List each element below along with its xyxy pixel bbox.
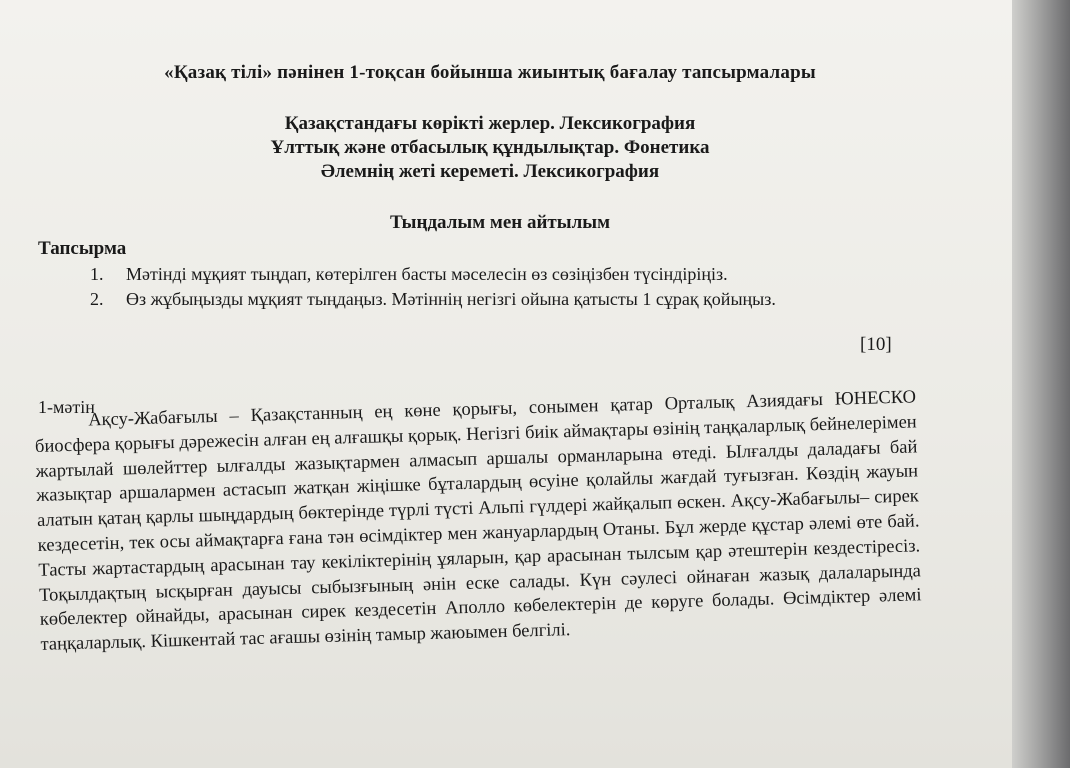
topic-line: Ұлттық және отбасылық құндылықтар. Фонетика — [270, 137, 710, 158]
task-number: 1. — [90, 264, 104, 284]
text-label: 1-мәтін — [38, 397, 95, 417]
document-title: «Қазақ тілі» пәнінен 1-тоқсан бойынша жиынтық бағалау тапсырмалары — [164, 62, 816, 83]
task-text: Өз жұбыңызды мұқият тыңдаңыз. Мәтіннің негізгі ойына қатысты 1 сұрақ қойыңыз. — [126, 289, 776, 309]
task-item — [38, 287, 908, 312]
topic-line: Қазақстандағы көрікті жерлер. Лексикография — [284, 113, 696, 134]
section-title: Тыңдалым мен айтылым — [389, 212, 611, 233]
task-item — [38, 262, 908, 287]
body-paragraph: Ақсу-Жабағылы – Қазақстанның ең көне қорығы, сонымен қатар Орталық Азиядағы ЮНЕСКО биосфера қорығы дәрежесін алған ең алғашқы қорық. Негізгі биік аймақтары өзінің таңқаларлық бейнелерімен жартылай шөлейттер ылғалды жазықтармен алмасып аршалы орманларына өтеді. Ылғалды даладағы бай жазықтар аршалармен астасып жатқан жіңішке бұталардың өсуіне қолайлы жағдай туғызған. Көздің жауын алатын қатаң қарлы шыңдардың бөктерінде түрлі түсті Альпі гүлдері жайқалып өскен. Ақсу-Жабағылы– сирек кездесетін, тек осы аймақтарға ғана тән өсімдіктер мен жануарлардың Отаны. Бұл жерде құстар әлемі өте бай. Тасты жартастардың арасынан тау кекіліктерінің ұяларын, қар арасынан тылсым қар әтештерін кездестіресіз. Тоқылдақтың ысқырған дауысы сыбызғының әнін еске салады. Күн сәулесі ойнаған жазық далаларында көбелектер ойнайды, арасынан сирек кездесетін Аполло көбелектерін де көруге болады. Өсімдіктер әлемі таңқаларлық. Кішкентай тас ағашы өзінің тамыр жаюымен белгілі. — [34, 387, 922, 656]
monitor-bezel — [1012, 0, 1070, 768]
topic-line: Әлемнің жеті кереметі. Лексикография — [320, 161, 660, 182]
task-number: 2. — [90, 289, 104, 309]
task-text: Мәтінді мұқият тыңдап, көтерілген басты мәселесін өз сөзіңізбен түсіндіріңіз. — [126, 264, 728, 284]
topic-list — [20, 112, 960, 184]
task-list — [38, 262, 908, 312]
score-label: [10] — [860, 334, 892, 355]
task-heading: Тапсырма — [38, 238, 127, 259]
